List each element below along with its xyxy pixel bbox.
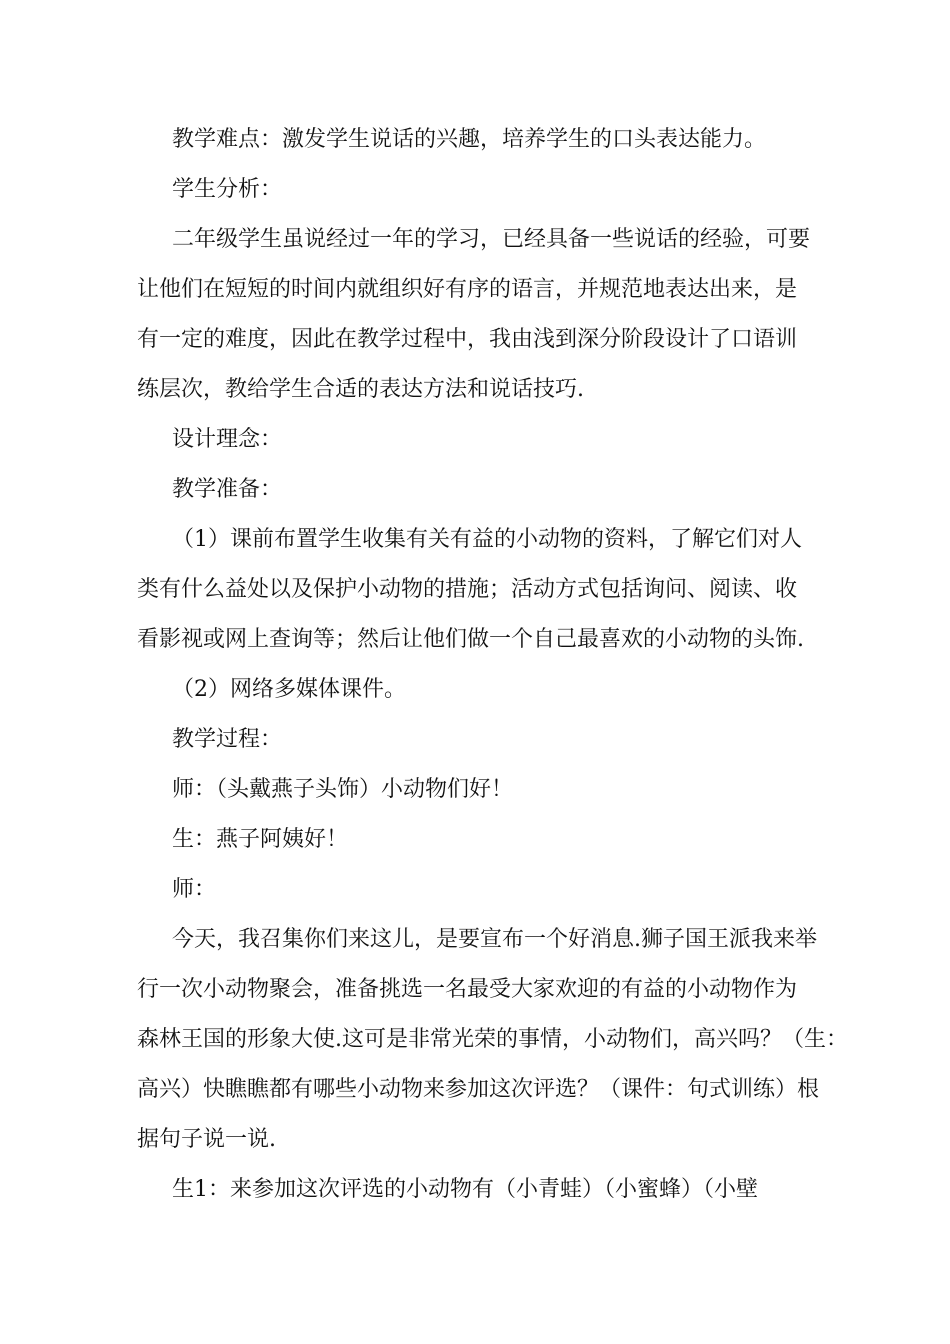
text-line: 师： xyxy=(172,877,217,902)
text-line: 让他们在短短的时间内就组织好有序的语言，并规范地表达出来，是 xyxy=(137,277,798,302)
text-line: 生1：来参加这次评选的小动物有（小青蛙）（小蜜蜂）（小壁 xyxy=(172,1177,758,1202)
text-line: （1）课前布置学生收集有关有益的小动物的资料，了解它们对人 xyxy=(172,527,802,552)
text-line: 看影视或网上查询等；然后让他们做一个自己最喜欢的小动物的头饰. xyxy=(137,627,804,652)
text-line: 二年级学生虽说经过一年的学习，已经具备一些说话的经验，可要 xyxy=(172,227,811,252)
text-line: 设计理念： xyxy=(172,427,283,452)
text-line: 高兴）快瞧瞧都有哪些小动物来参加这次评选？（课件：句式训练）根 xyxy=(137,1077,820,1102)
text-line: 教学难点：激发学生说话的兴趣，培养学生的口头表达能力。 xyxy=(172,127,767,152)
text-line: 行一次小动物聚会，准备挑选一名最受大家欢迎的有益的小动物作为 xyxy=(137,977,798,1002)
text-line: 森林王国的形象大使.这可是非常光荣的事情，小动物们，高兴吗？（生： xyxy=(137,1027,848,1052)
text-line: 今天，我召集你们来这儿，是要宣布一个好消息.狮子国王派我来举 xyxy=(172,927,817,952)
text-line: （2）网络多媒体课件。 xyxy=(172,677,406,702)
text-line: 类有什么益处以及保护小动物的措施；活动方式包括询问、阅读、收 xyxy=(137,577,798,602)
text-line: 教学准备： xyxy=(172,477,283,502)
text-line: 据句子说一说. xyxy=(137,1127,276,1152)
text-line: 师：（头戴燕子头饰）小动物们好！ xyxy=(172,777,514,802)
text-line: 学生分析： xyxy=(172,177,283,202)
text-line: 生：燕子阿姨好！ xyxy=(172,827,349,852)
text-line: 教学过程： xyxy=(172,727,283,752)
text-line: 有一定的难度，因此在教学过程中，我由浅到深分阶段设计了口语训 xyxy=(137,327,798,352)
text-line: 练层次，教给学生合适的表达方法和说话技巧. xyxy=(137,377,584,402)
